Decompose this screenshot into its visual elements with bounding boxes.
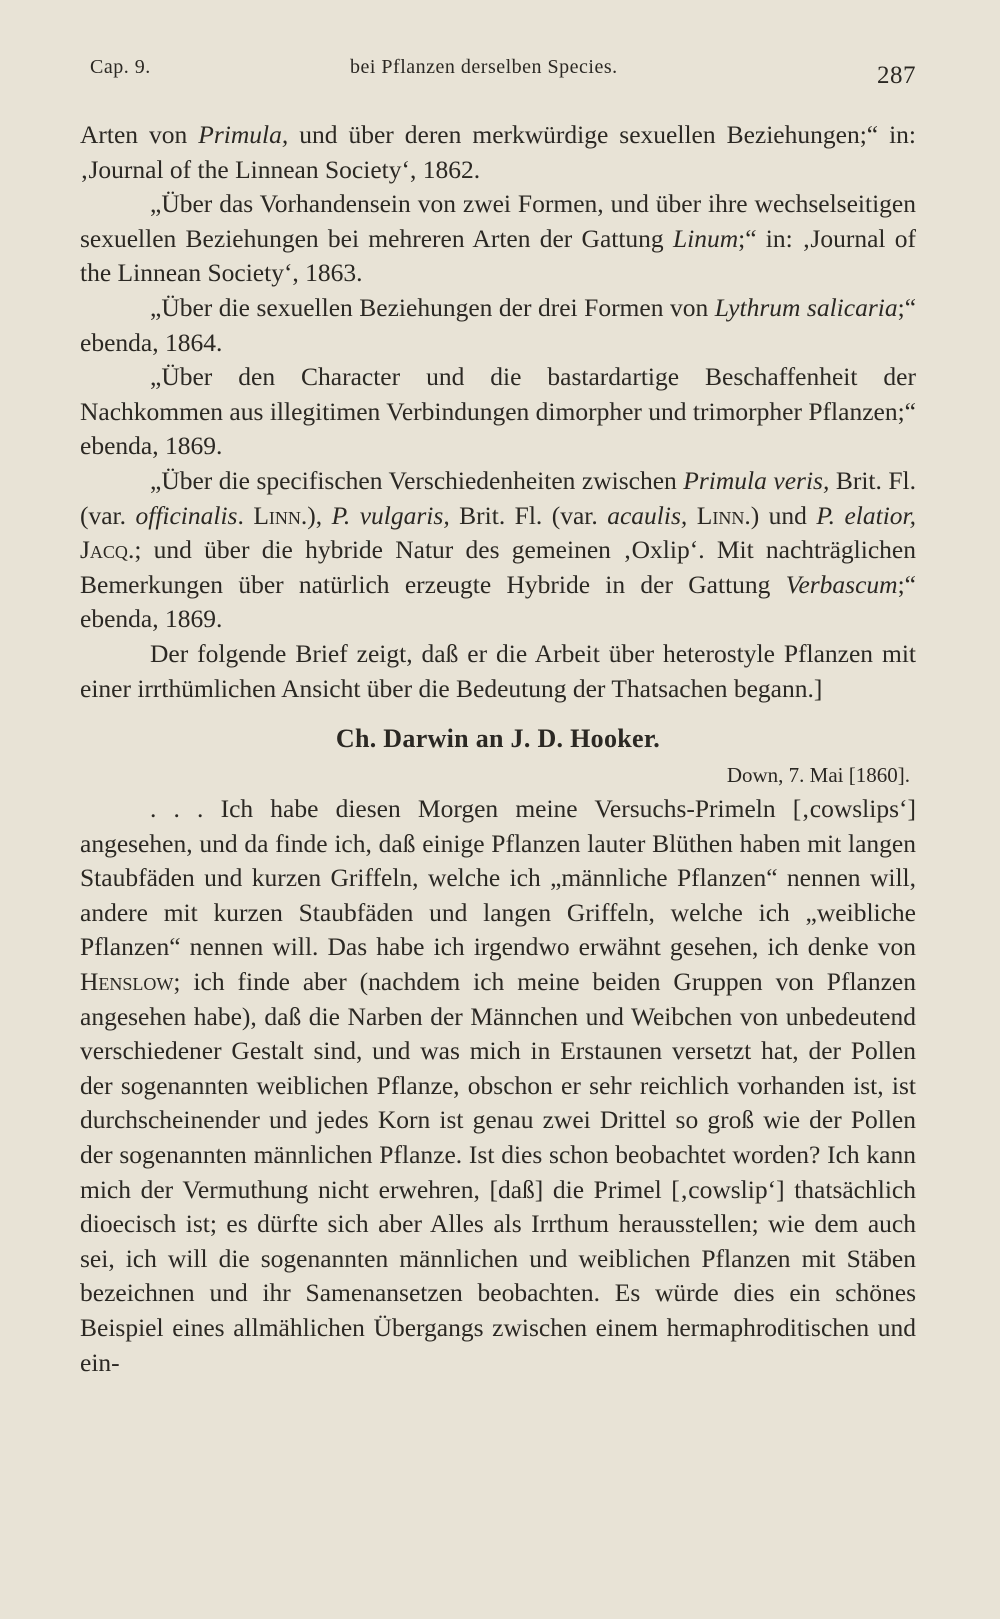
letter-heading: Ch. Darwin an J. D. Hooker. bbox=[335, 724, 661, 754]
paragraph bbox=[80, 360, 916, 464]
text-run: .), bbox=[300, 500, 332, 530]
italic-text: Verbascum bbox=[785, 569, 898, 599]
small-caps-name: Linn bbox=[696, 500, 745, 530]
italic-text: Lythrum salicaria bbox=[714, 292, 898, 322]
italic-text: officinalis bbox=[135, 500, 238, 530]
text-run: .; und über die hybride Natur des gemeinen ‚Oxlip‘. Mit nachträglichen Bemerkungen über natürlich erzeugte Hybride in der Gattung bbox=[80, 535, 916, 599]
small-caps-name: Linn bbox=[253, 500, 301, 530]
text-run: „Über die specifischen Verschiedenheiten zwischen bbox=[150, 465, 684, 495]
paragraph bbox=[80, 637, 916, 706]
small-caps-name: Henslow bbox=[80, 967, 174, 997]
small-caps-name: Jacq bbox=[80, 535, 128, 565]
text-run bbox=[687, 501, 696, 530]
italic-text: Primula, bbox=[198, 120, 289, 149]
paragraph bbox=[80, 118, 916, 187]
text-run: ; ich finde aber (nachdem ich meine beiden Gruppen von Pflanzen angesehen habe), daß die Narben der Männchen und Weibchen von unbedeutend verschiedener Gestalt sind, und was mich in Erstaunen versetzt hat, der Pollen der sogenannten weiblichen Pflanze, obschon er sehr reichlich vorhanden ist, ist durchscheinender und jedes Korn ist genau zwei Drittel so groß wie der Pollen der sogenannten männlichen Pflanze. Ist dies schon beobachtet worden? Ich kann mich der Vermuthung nicht erwehren, [daß] die Primel [‚cowslip‘] thatsächlich dioecisch ist; es dürfte sich aber Alles als Irrthum herausstellen; wie dem auch sei, ich will die sogenannten männlichen und weiblichen Pflanzen mit Stäben bezeichnen und ihr Samenansetzen beobachten. Es würde dies ein schönes Beispiel eines allmählichen Übergangs zwischen einem hermaphroditischen und ein- bbox=[80, 967, 916, 1377]
running-title: bei Pflanzen derselben Species. bbox=[350, 56, 618, 78]
text-run: Brit. Fl. (var. bbox=[80, 465, 917, 530]
page-number: 287 bbox=[877, 62, 916, 89]
paragraph bbox=[80, 464, 916, 637]
text-run: „Über die sexuellen Beziehungen der drei Formen von bbox=[150, 292, 715, 322]
text-run: .) und bbox=[744, 500, 817, 530]
running-head bbox=[80, 48, 916, 92]
italic-text: Primula veris, bbox=[683, 465, 830, 495]
text-run: „Über das Vorhandensein von zwei Formen, und über ihre wechselseitigen sexuellen Beziehungen bei mehreren Arten der Gattung bbox=[80, 189, 916, 253]
italic-text: P. vulgaris, bbox=[331, 500, 450, 530]
letter-body bbox=[80, 792, 916, 1380]
bibliography-section bbox=[80, 118, 916, 706]
text-run: Brit. Fl. (var. bbox=[449, 500, 608, 530]
text-run: ;“ ebenda, 1869. bbox=[80, 569, 916, 634]
text-run: ;“ in: ‚Journal of the Linnean Society‘, 1863. bbox=[80, 223, 916, 288]
text-run: ;“ ebenda, 1864. bbox=[80, 292, 917, 357]
italic-text: P. elatior, bbox=[816, 500, 917, 530]
chapter-label: Cap. 9. bbox=[90, 56, 151, 78]
body-text bbox=[80, 118, 916, 1380]
letter-date: Down, 7. Mai [1860]. bbox=[726, 763, 910, 788]
text-run: Arten von bbox=[80, 120, 199, 149]
text-run: und über deren merkwürdige sexuellen Beziehungen;“ in: ‚Journal of the Linnean Society‘, 1862. bbox=[80, 120, 916, 184]
text-run: Der folgende Brief zeigt, daß er die Arbeit über heterostyle Pflanzen mit einer irrthümlichen Ansicht über die Bedeutung der Thatsachen begann.] bbox=[80, 638, 916, 703]
text-run: „Über den Character und die bastardartige Beschaffenheit der Nachkommen aus illegitimen Verbindungen dimorpher und trimorpher Pflanzen;“ ebenda, 1869. bbox=[80, 362, 916, 461]
italic-text: Linum bbox=[672, 223, 739, 253]
paragraph bbox=[80, 187, 916, 291]
text-run: . bbox=[237, 500, 254, 530]
paragraph bbox=[80, 291, 916, 360]
paragraph bbox=[80, 792, 916, 1380]
text-run: . . . Ich habe diesen Morgen meine Versuchs-Primeln [‚cowslips‘] angesehen, und da finde ich, daß einige Pflanzen lauter Blüthen haben mit langen Staubfäden und kurzen Griffeln, welche ich „männliche Pflanzen“ nennen will, andere mit kurzen Staubfäden und langen Griffeln, welche ich „weibliche Pflanzen“ nennen will. Das habe ich irgendwo erwähnt gesehen, ich denke von bbox=[80, 794, 916, 962]
italic-text: acaulis, bbox=[607, 500, 688, 530]
